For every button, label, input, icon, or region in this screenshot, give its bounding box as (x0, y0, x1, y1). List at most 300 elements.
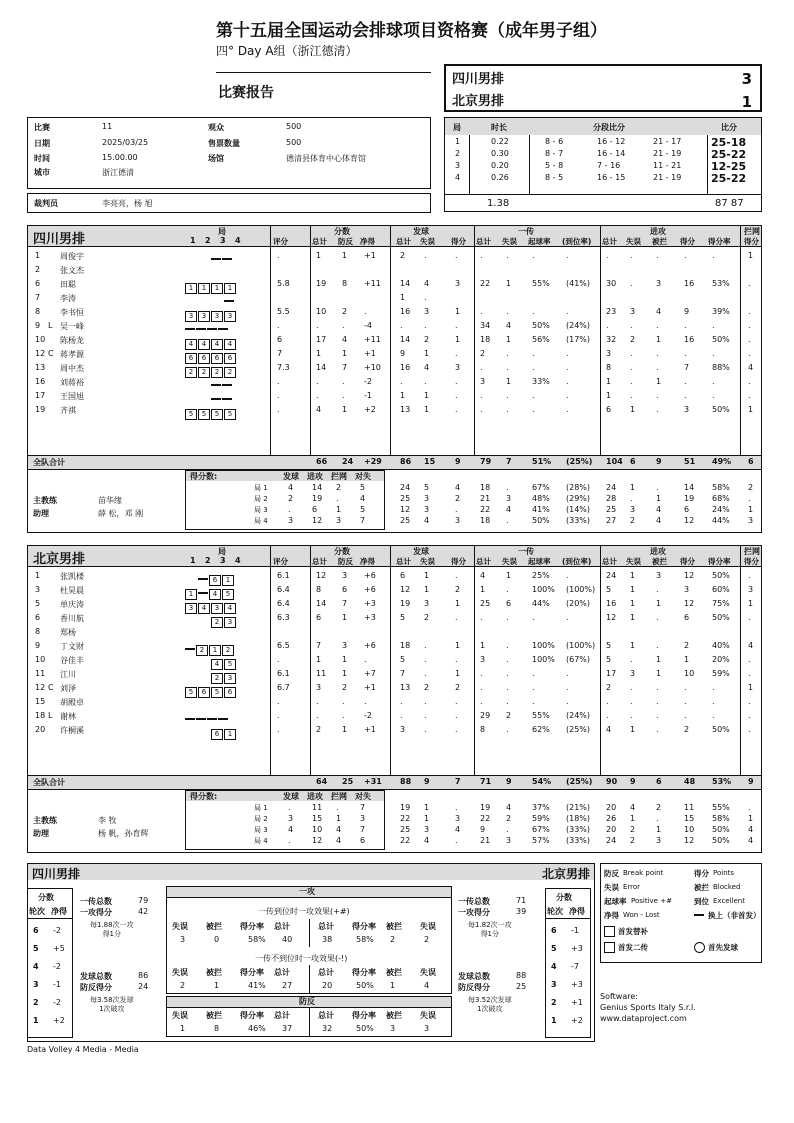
set-partial-1: 5 - 8 (545, 161, 564, 170)
rotation-number: 1 (33, 1016, 39, 1025)
stat-vote: 7.3 (277, 363, 290, 372)
rotation-head: 净得 (569, 907, 585, 916)
recv-points-label: 一攻得分 (458, 908, 490, 917)
set-position: 6 (198, 687, 210, 698)
set-stat: 58% (712, 483, 730, 492)
set-stat: . (455, 803, 458, 812)
stat-wl: +1 (364, 725, 376, 734)
col-attack: 进攻 (650, 227, 666, 236)
set-position: 1 (224, 283, 236, 294)
legend-key: 被拦 (694, 883, 709, 892)
stat-at-tot: 6 (606, 405, 612, 414)
team-name: 北京男排 (33, 552, 86, 567)
value: 4 (424, 981, 430, 990)
stat-rc-pos: . (532, 697, 535, 706)
set-position (211, 398, 221, 400)
stat-tot: 1 (316, 655, 322, 664)
set-position (198, 578, 208, 580)
stat-bk: . (748, 279, 751, 288)
stat-rc-err: . (506, 655, 509, 664)
stat-rc-exc: (100%) (566, 641, 596, 650)
set-stat: 3 (424, 494, 430, 503)
sub-in-icon (694, 914, 704, 916)
set-position (222, 258, 232, 260)
stat-sv-tot: 3 (400, 725, 406, 734)
set-position: 5 (224, 409, 236, 420)
stat-at-blo: . (656, 363, 659, 372)
stat-bk: 1 (748, 251, 754, 260)
stat-rc-exc: (24%) (566, 711, 591, 720)
stat-rc-err: . (506, 251, 509, 260)
legend-key: 净得 (604, 911, 619, 920)
stat-bp: . (342, 711, 345, 720)
rotation-title: 分数 (38, 893, 54, 902)
col-head: 被拦 (206, 1011, 222, 1020)
stat-at-err: . (630, 377, 633, 386)
set-position: 5 (211, 687, 223, 698)
points-head: 进攻 (307, 792, 323, 801)
stat-sv-pts: . (455, 711, 458, 720)
set-position (196, 718, 206, 720)
stat-vote: 6 (277, 335, 283, 344)
stat-tot: 17 (316, 335, 327, 344)
stat-wl: +6 (364, 585, 376, 594)
value: 1 (180, 1024, 186, 1033)
set-position: 4 (185, 339, 197, 350)
stat-tot: . (316, 697, 319, 706)
stat-bk: 3 (748, 585, 754, 594)
stat-sv-err: 4 (424, 279, 430, 288)
col-head: 被拦 (386, 922, 402, 931)
set-stat: . (506, 483, 509, 492)
col-head: 得分率 (708, 237, 731, 246)
stat-sv-tot: 12 (400, 585, 411, 594)
col-head: 净得 (360, 557, 375, 566)
set-position: 4 (198, 339, 210, 350)
stat-at-err: . (630, 363, 633, 372)
footer-text: Data Volley 4 Media - Media (27, 1045, 139, 1054)
stat-rc-pos: . (532, 349, 535, 358)
set-points: 4 (336, 836, 342, 845)
player-row (27, 390, 762, 404)
team-b-sets: 1 (741, 93, 752, 111)
player-row (27, 250, 762, 264)
stat-at-pts: 12 (684, 599, 695, 608)
set-position: 2 (196, 645, 208, 656)
legend-key: 首发替补 (618, 927, 648, 936)
stat-at-blo: . (656, 585, 659, 594)
set-position: 5 (198, 409, 210, 420)
stat-at-tot: 5 (606, 585, 612, 594)
set-duration: 0.22 (491, 137, 509, 146)
set-head: 1 (190, 236, 196, 245)
set-position (222, 398, 232, 400)
set-stat: . (748, 494, 751, 503)
value: 2 (390, 935, 396, 944)
set-stat: 11 (684, 803, 695, 812)
stat-bp: 1 (342, 251, 348, 260)
stat-at-err: . (630, 279, 633, 288)
rotation-value: -1 (53, 980, 61, 989)
player-name: 谢林 (60, 712, 76, 721)
coach-name: 李 牧 (98, 816, 117, 825)
stat-at-err: 1 (630, 571, 636, 580)
set-stat: 1 (656, 825, 662, 834)
set-label: 局 2 (254, 495, 268, 503)
set-stat: 67% (532, 825, 550, 834)
col-head: 得分率 (352, 968, 376, 977)
set-label: 局 2 (254, 815, 268, 823)
stat-at-tot: 12 (606, 613, 617, 622)
total-at-blo: 6 (656, 777, 662, 786)
player-row (27, 570, 762, 584)
set-stat: (29%) (566, 494, 591, 503)
stat-tot: 12 (316, 571, 327, 580)
value: 32 (322, 1024, 333, 1033)
total-points: 87 87 (715, 198, 744, 209)
total-at-tot: 90 (606, 777, 618, 786)
stat-tot: 3 (316, 683, 322, 692)
stat-at-blo: . (656, 321, 659, 330)
set-stat: 4 (748, 825, 754, 834)
stat-bk: . (748, 711, 751, 720)
stat-vote: 5.8 (277, 279, 290, 288)
stat-tot: . (316, 321, 319, 330)
stat-at-blo: . (656, 613, 659, 622)
stat-rc-err: 1 (506, 377, 512, 386)
player-name: 许桐溪 (60, 726, 84, 735)
player-number: 20 (35, 725, 46, 734)
set-position (198, 592, 208, 594)
col-head: 总计 (318, 968, 334, 977)
assistant-label: 助理 (33, 829, 49, 838)
col-head: 得分 (451, 237, 466, 246)
stat-at-tot: . (606, 711, 609, 720)
set-position: 6 (211, 729, 223, 740)
set-number: 1 (455, 137, 461, 146)
stat-wl: +11 (364, 279, 381, 288)
rotation-value: -1 (571, 926, 579, 935)
team-b-name: 北京男排 (452, 94, 505, 109)
stat-at-tot: . (606, 251, 609, 260)
recv-points: 42 (138, 907, 149, 916)
stat-rc-tot: 29 (480, 711, 491, 720)
legend-desc: Excellent (713, 897, 745, 905)
total-rc-exc: (25%) (566, 777, 593, 786)
set-stat: 12 (400, 505, 411, 514)
stat-rc-exc: . (566, 391, 569, 400)
player-row (27, 362, 762, 376)
stat-bp: . (342, 697, 345, 706)
stat-at-pts: . (684, 349, 687, 358)
col-head: 被拦 (652, 557, 667, 566)
set-stat: 28 (606, 494, 617, 503)
total-bk: 9 (748, 777, 754, 786)
set-position (185, 648, 195, 650)
set-stat: 59% (532, 814, 550, 823)
col-serve: 发球 (413, 547, 429, 556)
col-head: 得分 (680, 237, 695, 246)
player-number: 15 (35, 697, 46, 706)
points-head: 发球 (283, 472, 299, 481)
col-head: 失误 (172, 968, 188, 977)
set-position: 6 (224, 687, 236, 698)
col-head: 得分率 (240, 968, 264, 977)
stat-bp: 8 (342, 279, 348, 288)
stat-rc-err: . (506, 307, 509, 316)
stat-at-pct: 53% (712, 279, 730, 288)
set-stat: . (455, 505, 458, 514)
player-number: 18 (35, 711, 46, 720)
stat-rc-err: . (506, 641, 509, 650)
stat-at-pct: . (712, 377, 715, 386)
transition-title: 防反 (299, 997, 315, 1006)
set-stat: 1 (748, 814, 754, 823)
stat-sv-pts: 3 (455, 279, 461, 288)
legend-desc: Positive +# (631, 897, 672, 905)
player-number: 10 (35, 655, 46, 664)
stat-at-err: 1 (630, 405, 636, 414)
stat-at-pts: 6 (684, 613, 690, 622)
coach-label: 主教练 (33, 496, 57, 505)
total-at-pct: 53% (712, 777, 732, 786)
col-head: 起球率 (528, 237, 551, 246)
stat-rc-err: . (506, 669, 509, 678)
set-position: 3 (185, 603, 197, 614)
set-label: 局 4 (254, 837, 268, 845)
stat-bp: 2 (342, 683, 348, 692)
set-stat: 5 (424, 483, 430, 492)
rotation-value: +5 (53, 944, 65, 953)
stat-vote: 7 (277, 349, 283, 358)
rotation-number: 2 (33, 998, 39, 1007)
col-head: 总计 (602, 237, 617, 246)
sideout-title: 一攻 (299, 887, 315, 896)
stat-sv-pts: 2 (455, 585, 461, 594)
stat-at-pct: . (712, 711, 715, 720)
set-stat: . (656, 814, 659, 823)
stat-at-blo: 1 (656, 669, 662, 678)
total-at-tot: 104 (606, 457, 623, 466)
col-head: 评分 (273, 557, 288, 566)
sideout-negative-title: 一传不到位时一攻效果(-!) (255, 954, 348, 963)
total-rc-err: 7 (506, 457, 512, 466)
player-name: 单庆涛 (60, 600, 84, 609)
set-stat: 25 (400, 494, 411, 503)
stat-at-tot: 2 (606, 683, 612, 692)
set-stat: 50% (712, 825, 730, 834)
stat-rc-pos: 62% (532, 725, 550, 734)
col-head: 总计 (318, 1011, 334, 1020)
stat-rc-exc: (67%) (566, 655, 591, 664)
rotation-number: 1 (551, 1016, 557, 1025)
player-role: C (48, 349, 54, 358)
player-number: 6 (35, 613, 41, 622)
player-name: 李涛 (60, 294, 76, 303)
set-points: 10 (312, 825, 323, 834)
col-head: 失误 (172, 922, 188, 931)
set-position (185, 718, 195, 720)
team-a-name: 四川男排 (452, 72, 505, 87)
set-stat: 12 (684, 516, 695, 525)
stat-sv-pts: . (455, 613, 458, 622)
stat-rc-exc: . (566, 683, 569, 692)
stat-rc-exc: (17%) (566, 335, 591, 344)
set-position: 3 (224, 617, 236, 628)
stat-vote: . (277, 405, 280, 414)
stat-at-tot: 5 (606, 641, 612, 650)
set-stat: 18 (480, 483, 491, 492)
set-stat: 41% (532, 505, 550, 514)
stat-at-tot: 16 (606, 599, 617, 608)
legend-desc: Break point (623, 869, 664, 877)
col-head: 总计 (476, 557, 491, 566)
stat-bk: . (748, 391, 751, 400)
stat-rc-exc: (41%) (566, 279, 591, 288)
legend-key: 失误 (604, 883, 619, 892)
col-block: 拦网 (744, 227, 760, 236)
player-role: L (48, 321, 53, 330)
set-stat: 50% (532, 516, 550, 525)
stat-at-blo: . (656, 349, 659, 358)
value: 8 (214, 1024, 220, 1033)
set-stat: 58% (712, 814, 730, 823)
player-name: 王国旭 (60, 392, 84, 401)
stat-bk: . (748, 725, 751, 734)
set-stat: 4 (455, 825, 461, 834)
col-head: 防反 (338, 237, 353, 246)
set-stat: 9 (480, 825, 486, 834)
set-score: 12-25 (711, 160, 747, 173)
stat-wl: +1 (364, 251, 376, 260)
set-position (224, 300, 234, 302)
stat-rc-tot: . (480, 697, 483, 706)
referees-box: 裁判员 李亮亮，杨 旭 (27, 193, 431, 213)
player-row (27, 376, 762, 390)
set-position (218, 718, 228, 720)
stat-rc-pos: 56% (532, 335, 550, 344)
stat-rc-exc: . (566, 377, 569, 386)
software-name: Genius Sports Italy S.r.l. (600, 1003, 696, 1012)
stat-rc-tot: 3 (480, 377, 486, 386)
value: 58% (248, 935, 266, 944)
stat-rc-err: 2 (506, 711, 512, 720)
set-stat: 24 (606, 836, 617, 845)
player-number: 19 (35, 405, 46, 414)
total-rc-tot: 79 (480, 457, 492, 466)
set-position: 1 (185, 283, 197, 294)
stat-sv-tot: 13 (400, 405, 411, 414)
break-points: 25 (516, 982, 527, 991)
break-points-label: 防反得分 (80, 983, 112, 992)
set-partial-1: 8 - 7 (545, 149, 564, 158)
stat-rc-err: . (506, 725, 509, 734)
set-stat: 22 (400, 836, 411, 845)
value: 20 (322, 981, 333, 990)
stat-wl: -4 (364, 321, 372, 330)
col-head: 评分 (273, 237, 288, 246)
stat-bk: . (748, 697, 751, 706)
player-name: 陈杨龙 (60, 336, 84, 345)
stat-rc-err: . (506, 683, 509, 692)
stat-vote: 6.3 (277, 613, 290, 622)
stat-wl: -2 (364, 711, 372, 720)
value: 27 (282, 981, 293, 990)
stat-at-err: . (630, 391, 633, 400)
stat-rc-tot: . (480, 363, 483, 372)
legend-desc: Won - Lost (623, 911, 660, 919)
set-stat: 6 (684, 505, 690, 514)
set-position (211, 384, 221, 386)
set-stat: . (748, 803, 751, 812)
set-partial-2: 7 - 16 (597, 161, 621, 170)
stat-at-err: 3 (630, 307, 636, 316)
stat-bk: 1 (748, 599, 754, 608)
set-stat: (14%) (566, 505, 591, 514)
total-sv-err: 9 (424, 777, 430, 786)
stat-at-tot: . (606, 321, 609, 330)
stat-sv-pts: 1 (455, 335, 461, 344)
stat-vote: 6.1 (277, 571, 290, 580)
rotation-head: 净得 (51, 907, 67, 916)
set-position: 5 (185, 409, 197, 420)
player-number: 1 (35, 571, 41, 580)
col-head: 得分率 (708, 557, 731, 566)
set-head: 3 (220, 236, 226, 245)
col-head: 被拦 (386, 1011, 402, 1020)
rotation-title: 分数 (556, 893, 572, 902)
stat-rc-err: . (506, 363, 509, 372)
stat-at-err: 1 (630, 585, 636, 594)
website: www.dataproject.com (600, 1014, 687, 1023)
set-position: 6 (209, 575, 221, 586)
set-position: 2 (211, 617, 223, 628)
stat-rc-exc: . (566, 697, 569, 706)
stat-rc-pos: 100% (532, 655, 555, 664)
player-name: 田聪 (60, 280, 76, 289)
set-label: 局 1 (254, 484, 268, 492)
set-stat: 22 (400, 814, 411, 823)
value: 38 (322, 935, 333, 944)
stat-sv-tot: 6 (400, 571, 406, 580)
set-stat: 57% (532, 836, 550, 845)
stat-at-pct: 39% (712, 307, 730, 316)
set-points: . (288, 803, 291, 812)
set-stat: (33%) (566, 516, 591, 525)
stat-sv-tot: 14 (400, 335, 411, 344)
player-name: 周俊宇 (60, 252, 84, 261)
set-score: 25-22 (711, 172, 747, 185)
rotation-value: +3 (571, 980, 583, 989)
set-stat: 3 (506, 836, 512, 845)
set-partial-3: 11 - 21 (653, 161, 682, 170)
rotation-value: -2 (53, 998, 61, 1007)
stat-rc-pos: 100% (532, 641, 555, 650)
stat-at-err: . (630, 683, 633, 692)
set-position: 4 (211, 659, 223, 670)
stat-at-blo: . (656, 391, 659, 400)
set-position: 1 (198, 283, 210, 294)
stat-at-pct: . (712, 391, 715, 400)
stat-sv-err: 1 (424, 405, 430, 414)
coach-name: 苗华缘 (98, 496, 122, 505)
set-points: 4 (336, 825, 342, 834)
coach-label: 主教练 (33, 816, 57, 825)
player-row (27, 264, 762, 278)
set-points: 6 (360, 836, 366, 845)
stat-sv-pts: 1 (455, 307, 461, 316)
set-position: 3 (211, 603, 223, 614)
